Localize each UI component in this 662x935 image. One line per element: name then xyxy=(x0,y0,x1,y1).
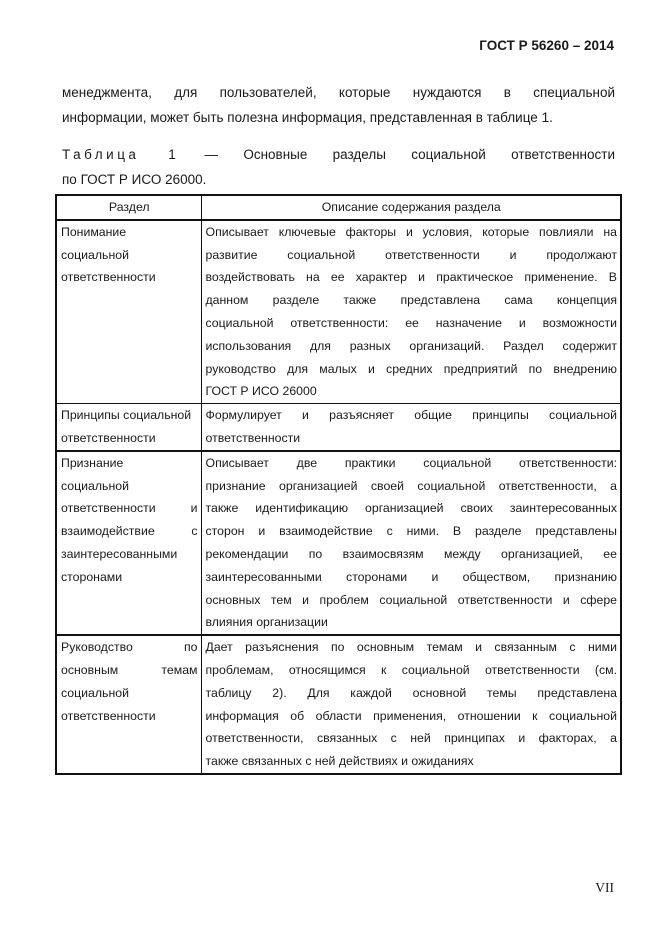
cell-line: развитие социальной ответственности и продолжают xyxy=(205,247,617,262)
cell-line: взаимодействие с xyxy=(61,524,198,539)
cell-line: воздействовать на ее характер и практическое применение. В xyxy=(205,270,617,285)
caption-label: Таблица 1 xyxy=(62,147,180,162)
section-cell xyxy=(56,451,201,635)
sections-table xyxy=(55,194,622,775)
table-row xyxy=(56,220,621,404)
table-row xyxy=(56,451,621,635)
paragraph-line: информации, может быть полезна информация, представленная в таблице 1. xyxy=(62,110,553,125)
cell-line: Дает разъяснения по основным темам и связанным с ними xyxy=(205,640,617,655)
cell-line: ответственности xyxy=(61,708,156,723)
cell-line: признание организацией своей социальной ответственности, а xyxy=(205,478,617,493)
column-header-description: Описание содержания раздела xyxy=(201,195,621,220)
table-row xyxy=(56,635,621,774)
cell-line: Описывает две практики социальной ответственности: xyxy=(205,455,617,470)
description-cell xyxy=(201,451,621,635)
cell-line: Формулирует и разъясняет общие принципы социальной xyxy=(205,408,617,423)
cell-line: заинтересованными xyxy=(61,546,178,561)
cell-line: основным темам xyxy=(61,662,198,677)
cell-line: социальной xyxy=(61,685,129,700)
caption-line: по ГОСТ Р ИСО 26000. xyxy=(62,172,207,187)
cell-line: социальной xyxy=(61,478,129,493)
cell-line: Описывает ключевые факторы и условия, которые повлияли на xyxy=(205,224,617,239)
cell-line: руководство для малых и средних предприятий по внедрению xyxy=(205,361,617,376)
cell-line: сторон и взаимодействие с ними. В разделе представлены xyxy=(205,524,617,539)
description-cell xyxy=(201,404,621,451)
cell-line: ответственности и xyxy=(61,501,198,516)
cell-line: информация об области применения, отношении к социальной xyxy=(205,708,617,723)
cell-line: рекомендации по взаимосвязям между организацией, ее xyxy=(205,546,617,561)
cell-line: проблемам, относящимся к социальной ответственности (см. xyxy=(205,662,617,677)
page-number: VII xyxy=(595,880,614,895)
cell-line: заинтересованными сторонами и обществом, признанию xyxy=(205,569,617,584)
table-caption xyxy=(62,142,615,192)
cell-line: также связанных с ней действиях и ожиданиях xyxy=(205,754,474,769)
description-cell xyxy=(201,220,621,404)
cell-line: ответственности xyxy=(61,270,156,285)
cell-line: ответственности xyxy=(205,430,301,445)
cell-line: использования для разных организаций. Раздел содержит xyxy=(205,338,617,353)
cell-line: Признание xyxy=(61,455,124,470)
cell-line: ответственности xyxy=(61,430,156,445)
section-cell xyxy=(56,220,201,404)
section-cell xyxy=(56,404,201,451)
cell-line: Принципы социальной xyxy=(61,408,192,423)
document-header: ГОСТ Р 56260 – 2014 xyxy=(479,38,614,53)
cell-line: влияния организации xyxy=(205,615,328,630)
caption-title: — Основные разделы социальной ответственности xyxy=(204,147,615,162)
table-row xyxy=(56,404,621,451)
cell-line: социальной xyxy=(61,247,129,262)
caption-line xyxy=(62,142,615,167)
cell-line: также идентификацию организацией своих заинтересованных xyxy=(205,501,617,516)
cell-line: Понимание xyxy=(61,224,127,239)
column-header-section: Раздел xyxy=(56,195,201,220)
cell-line: основных тем и проблем социальной ответственности и сфере xyxy=(205,592,617,607)
intro-paragraph xyxy=(62,80,615,130)
cell-line: таблицу 2). Для каждой основной темы представлена xyxy=(205,685,617,700)
cell-line: Руководство по xyxy=(61,640,198,655)
table-header-row xyxy=(56,195,621,220)
section-cell xyxy=(56,635,201,774)
description-cell xyxy=(201,635,621,774)
cell-line: ГОСТ Р ИСО 26000 xyxy=(205,384,317,399)
cell-line: данном разделе также представлена сама концепция xyxy=(205,293,617,308)
cell-line: сторонами xyxy=(61,569,123,584)
cell-line: ответственности, связанных с ней принципах и факторах, а xyxy=(205,731,617,746)
cell-line: социальной ответственности: ее назначение и возможности xyxy=(205,315,617,330)
paragraph-line: менеджмента, для пользователей, которые нуждаются в специальной xyxy=(62,85,615,100)
